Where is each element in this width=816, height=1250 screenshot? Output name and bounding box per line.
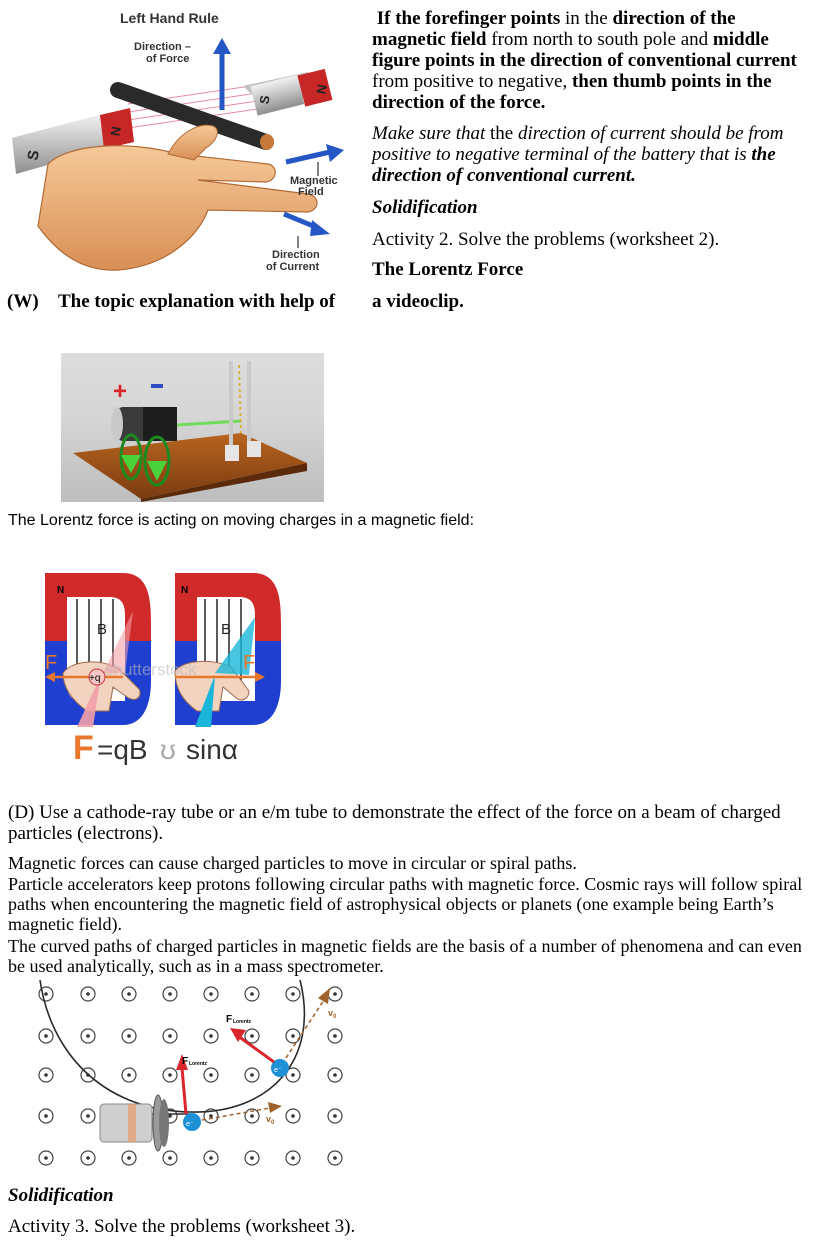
svg-text:e⁻: e⁻ [274,1067,282,1074]
svg-text:Direction –: Direction – [134,41,191,53]
svg-text:B: B [221,621,232,638]
minus-sign [151,384,163,388]
w-text-b: a videoclip. [372,291,464,312]
formula-f: F [73,729,94,767]
field-dot-center [168,992,172,996]
battery [111,407,177,441]
field-dot-center [209,1156,213,1160]
field-dot-center [127,1073,131,1077]
field-dot-center [291,1156,295,1160]
svg-text:N: N [313,83,330,96]
activity-2: Activity 2. Solve the problems (worksheet 2). [372,229,720,250]
field-dot-center [209,1034,213,1038]
svg-text:N: N [181,585,189,596]
svg-text:Magnetic: Magnetic [290,175,338,187]
svg-text:B: B [97,621,108,638]
lorentz-heading: The Lorentz Force [372,259,524,280]
velocity-arrow-bottom [202,1108,270,1120]
field-dot-center [168,1034,172,1038]
field-dot-center [333,992,337,996]
current-note: Make sure that the direction of current should be from positive to negative terminal of the battery that is the direction of conventional current. [372,123,784,186]
field-dot-center [44,992,48,996]
formula-sin: sinα [186,734,238,765]
left-hand-rule-figure [8,4,352,278]
field-dot-center [333,1114,337,1118]
field-dot-center [250,1114,254,1118]
svg-text:of Current: of Current [266,261,320,273]
field-dot-center [333,1073,337,1077]
svg-text:Field: Field [298,186,324,198]
formula-v: ʊ [160,734,176,765]
field-dot-center [291,992,295,996]
svg-text:N: N [57,585,65,596]
svg-text:F: F [243,652,256,674]
field-dot-center [168,1073,172,1077]
figure-title: Left Hand Rule [120,10,219,26]
rule-paragraph: If the forefinger points in the direction of the magnetic field from north to south pole and middle figure points in the direction of conventional current from positive to negative, then thumb points in the direction of the force. [372,8,797,113]
lorentz-formula-figure [43,571,285,776]
svg-text:F: F [182,1056,189,1067]
field-arrow [286,144,344,162]
field-dot-center [333,1034,337,1038]
field-dot-center [250,1156,254,1160]
field-dot-center [127,1034,131,1038]
current-arrow [284,214,330,236]
w-text-a: The topic explanation with help of [58,291,336,312]
field-dot-center [209,1073,213,1077]
field-dot-center [250,1034,254,1038]
activity-3: Activity 3. Solve the problems (worksheet 3). [8,1216,356,1237]
field-dot-center [44,1114,48,1118]
field-dot-center [86,1034,90,1038]
electron-gun [100,1095,169,1151]
svg-text:v: v [328,1008,334,1018]
field-dot-center [44,1156,48,1160]
svg-text:0: 0 [333,1014,337,1020]
field-dot-center [250,992,254,996]
field-dot-center [86,1114,90,1118]
svg-text:F: F [45,652,58,674]
svg-text:Direction: Direction [272,249,320,261]
field-dot-center [44,1034,48,1038]
svg-text:v: v [266,1114,272,1124]
b-field-dots [39,987,342,1165]
particle-path [40,980,304,1112]
svg-text:0: 0 [271,1120,275,1126]
field-dot-center [333,1156,337,1160]
svg-text:e⁻: e⁻ [186,1121,194,1128]
videoclip-figure [61,353,324,502]
magnetic-para-2: Particle accelerators keep protons following circular paths with magnetic force. Cosmic rays will follow spiral paths when encountering the magnetic field of astrophysical objects or planets (one example being Earth’s magnetic field). [8,874,803,934]
field-dot-center [127,1156,131,1160]
svg-text:F: F [226,1014,233,1025]
force-arrow-right [238,1036,274,1062]
solidification-heading-2: Solidification [8,1185,114,1206]
magnetic-para-3: The curved paths of charged particles in magnetic fields are the basis of a number of phenomena and can even be used analytically, such as in a mass spectrometer. [8,936,802,976]
magnetic-para-1: Magnetic forces can cause charged particles to move in circular or spiral paths. [8,853,577,873]
field-dot-center [168,1156,172,1160]
field-dot-center [127,992,131,996]
field-dot-center [291,1073,295,1077]
circular-path-figure [30,980,360,1168]
field-dot-center [291,1034,295,1038]
svg-text:S: S [256,94,273,106]
watermark: shutterstock [105,660,197,679]
field-dot-center [86,1156,90,1160]
magnet-right [243,69,332,116]
plus-sign: + [113,378,128,405]
svg-text:Lorentz: Lorentz [233,1019,252,1025]
svg-text:+q: +q [89,673,101,684]
force-arrow-bottom [182,1068,186,1114]
w-label: (W) [7,291,39,312]
d-paragraph: (D) Use a cathode-ray tube or an e/m tube to demonstrate the effect of the force on a beam of charged particles (electrons). [8,802,781,844]
solidification-heading-1: Solidification [372,197,478,218]
formula-qb: =qB [97,734,148,765]
svg-text:of Force: of Force [146,53,190,65]
field-dot-center [44,1073,48,1077]
svg-text:S: S [24,148,43,162]
field-dot-center [209,1114,213,1118]
field-dot-center [250,1073,254,1077]
field-dot-center [86,992,90,996]
svg-text:N: N [107,125,124,138]
field-dot-center [291,1114,295,1118]
lorentz-caption: The Lorentz force is acting on moving charges in a magnetic field: [8,512,475,529]
field-dot-center [209,992,213,996]
svg-text:Lorentz: Lorentz [189,1061,208,1067]
